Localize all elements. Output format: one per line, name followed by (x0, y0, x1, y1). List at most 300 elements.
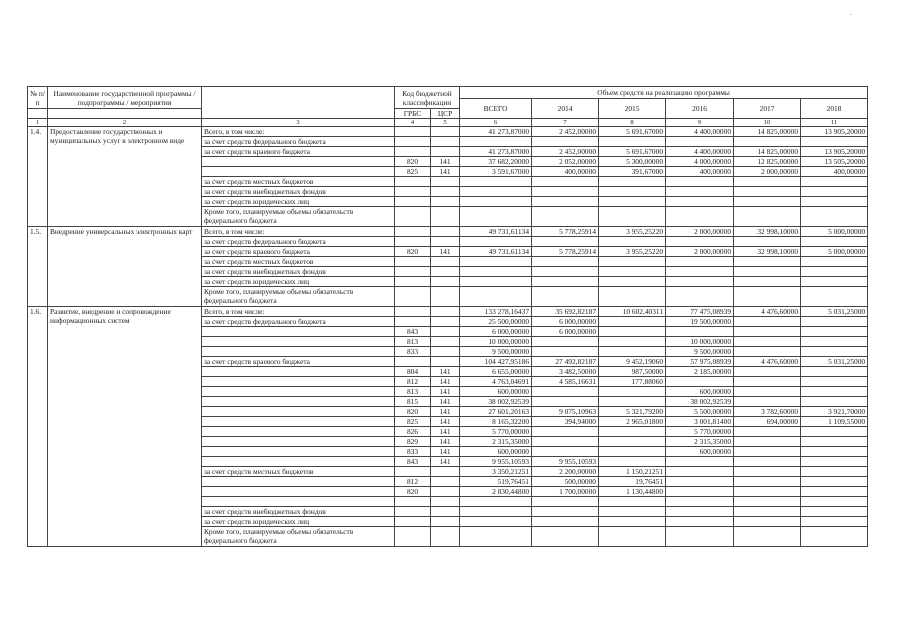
year-value: 5 000,00000 (801, 227, 868, 237)
funding-source-label (202, 157, 395, 167)
year-value: 32 998,10000 (734, 247, 801, 257)
year-value (734, 237, 801, 247)
column-index-cell: 4 (395, 119, 431, 127)
grbs-code (395, 527, 431, 547)
year-value: 10 000,00000 (666, 337, 734, 347)
csr-code: 141 (431, 157, 460, 167)
year-value (734, 377, 801, 387)
section-name: Развитие, внедрение и сопровождение информационных систем (48, 307, 202, 547)
year-value: 5 300,00000 (599, 157, 666, 167)
funding-source-label: Кроме того, планируемые объемы обязательств федерального бюджета (202, 527, 395, 547)
grbs-code (395, 177, 431, 187)
year-value: 13 505,20000 (801, 157, 868, 167)
funding-source-label: за счет средств юридических лиц (202, 197, 395, 207)
grbs-code: 843 (395, 457, 431, 467)
year-value (599, 347, 666, 357)
funding-source-label: за счет средств внебюджетных фондов (202, 507, 395, 517)
grbs-code (395, 507, 431, 517)
year-value: 3 921,70000 (801, 407, 868, 417)
year-value (734, 447, 801, 457)
total-value: 10 000,00000 (460, 337, 532, 347)
year-value (801, 487, 868, 497)
year-value: 38 002,92539 (666, 397, 734, 407)
total-value: 519,76451 (460, 477, 532, 487)
header-budget-code: Код бюджетной классификации (395, 87, 460, 109)
year-value: 4 585,16631 (532, 377, 599, 387)
year-value: 1 700,00000 (532, 487, 599, 497)
funding-source-label: за счет средств юридических лиц (202, 277, 395, 287)
funding-source-label (202, 377, 395, 387)
year-value (599, 187, 666, 197)
year-value (801, 527, 868, 547)
csr-code (431, 137, 460, 147)
year-value (599, 237, 666, 247)
csr-code: 141 (431, 427, 460, 437)
csr-code (431, 207, 460, 227)
total-value (460, 517, 532, 527)
year-value (532, 187, 599, 197)
year-value (666, 257, 734, 267)
year-value (801, 437, 868, 447)
csr-code: 141 (431, 457, 460, 467)
header-num: № п/п (28, 87, 48, 109)
grbs-code: 804 (395, 367, 431, 377)
year-value: 2 000,00000 (666, 247, 734, 257)
year-value (801, 337, 868, 347)
year-value (734, 137, 801, 147)
funding-source-label: за счет средств местных бюджетов (202, 177, 395, 187)
total-value (460, 527, 532, 547)
year-value (801, 237, 868, 247)
year-value: 1 150,21251 (599, 467, 666, 477)
grbs-code (395, 187, 431, 197)
csr-code (431, 187, 460, 197)
funding-source-label (202, 397, 395, 407)
total-value (460, 207, 532, 227)
column-index-cell: 6 (460, 119, 532, 127)
total-value: 8 165,32200 (460, 417, 532, 427)
year-value (532, 347, 599, 357)
year-value: 12 825,00000 (734, 157, 801, 167)
year-value: 4 400,00000 (666, 127, 734, 137)
year-value (801, 377, 868, 387)
column-index-cell: 9 (666, 119, 734, 127)
year-value (666, 477, 734, 487)
table-row (28, 227, 868, 237)
year-value: 19,76451 (599, 477, 666, 487)
grbs-code: 813 (395, 337, 431, 347)
year-value: 9 955,10593 (532, 457, 599, 467)
funding-source-label: Кроме того, планируемые объемы обязательств федерального бюджета (202, 287, 395, 307)
year-value: 13 905,20000 (801, 127, 868, 137)
year-value: 5 691,67000 (599, 127, 666, 137)
funding-source-label: Всего, в том числе: (202, 307, 395, 317)
year-value (599, 507, 666, 517)
year-value: 4 476,60000 (734, 307, 801, 317)
year-value: 400,00000 (801, 167, 868, 177)
year-value (666, 507, 734, 517)
csr-code (431, 127, 460, 137)
year-value (666, 277, 734, 287)
year-value: 2 452,00000 (532, 147, 599, 157)
csr-code: 141 (431, 247, 460, 257)
year-value (801, 137, 868, 147)
csr-code (431, 197, 460, 207)
table-body (28, 127, 868, 547)
year-value (801, 177, 868, 187)
funding-source-label (202, 427, 395, 437)
year-value (532, 517, 599, 527)
year-value (666, 497, 734, 507)
year-value (532, 527, 599, 547)
section-number: 1.4. (28, 127, 48, 227)
funding-source-label (202, 407, 395, 417)
grbs-code (395, 267, 431, 277)
total-value: 9 955,10593 (460, 457, 532, 467)
year-value (801, 497, 868, 507)
year-value: 5 031,25000 (801, 357, 868, 367)
header-year: 2015 (599, 99, 666, 119)
total-value: 600,00000 (460, 387, 532, 397)
funding-source-label (202, 387, 395, 397)
year-value (734, 267, 801, 277)
year-value (801, 287, 868, 307)
year-value (734, 207, 801, 227)
year-value (734, 487, 801, 497)
funding-source-label: за счет средств федерального бюджета (202, 237, 395, 247)
year-value: 14 825,00000 (734, 127, 801, 137)
year-value: 391,67000 (599, 167, 666, 177)
year-value (734, 477, 801, 487)
year-value: 5 778,25914 (532, 227, 599, 237)
total-value: 2 830,44800 (460, 487, 532, 497)
total-value: 2 315,35000 (460, 437, 532, 447)
year-value (801, 207, 868, 227)
year-value: 1 109,55000 (801, 417, 868, 427)
header-blank (202, 87, 395, 119)
year-value (532, 197, 599, 207)
year-value (801, 457, 868, 467)
grbs-code (395, 307, 431, 317)
grbs-code (395, 237, 431, 247)
year-value (599, 397, 666, 407)
year-value (734, 397, 801, 407)
year-value (532, 137, 599, 147)
year-value: 2 052,00000 (532, 157, 599, 167)
csr-code (431, 227, 460, 237)
grbs-code (395, 287, 431, 307)
csr-code (431, 487, 460, 497)
year-value: 19 500,00000 (666, 317, 734, 327)
total-value (460, 257, 532, 267)
year-value (599, 497, 666, 507)
year-value: 3 955,25220 (599, 227, 666, 237)
funding-source-label: за счет средств краевого бюджета (202, 147, 395, 157)
year-value: 4 476,60000 (734, 357, 801, 367)
grbs-code (395, 467, 431, 477)
csr-code: 141 (431, 387, 460, 397)
grbs-code (395, 147, 431, 157)
grbs-code (395, 127, 431, 137)
grbs-code (395, 227, 431, 237)
year-value (532, 337, 599, 347)
year-value (801, 277, 868, 287)
year-value (666, 267, 734, 277)
year-value (734, 177, 801, 187)
section-name: Внедрение универсальных электронных карт (48, 227, 202, 307)
year-value (734, 457, 801, 467)
year-value (666, 457, 734, 467)
grbs-code: 833 (395, 347, 431, 357)
csr-code (431, 357, 460, 367)
year-value (532, 447, 599, 457)
year-value (734, 337, 801, 347)
grbs-code: 820 (395, 247, 431, 257)
year-value (801, 397, 868, 407)
year-value: 35 692,82187 (532, 307, 599, 317)
csr-code (431, 257, 460, 267)
csr-code (431, 507, 460, 517)
year-value (666, 197, 734, 207)
year-value: 600,00000 (666, 447, 734, 457)
grbs-code: 826 (395, 427, 431, 437)
total-value: 41 273,87000 (460, 147, 532, 157)
year-value (666, 527, 734, 547)
total-value: 37 682,20000 (460, 157, 532, 167)
year-value (666, 467, 734, 477)
year-value: 5 321,79200 (599, 407, 666, 417)
csr-code (431, 477, 460, 487)
year-value: 2 315,35000 (666, 437, 734, 447)
grbs-code (395, 497, 431, 507)
grbs-code: 813 (395, 387, 431, 397)
funding-source-label: за счет средств внебюджетных фондов (202, 267, 395, 277)
grbs-code (395, 197, 431, 207)
year-value: 5 031,25000 (801, 307, 868, 317)
funding-source-label (202, 447, 395, 457)
grbs-code (395, 207, 431, 227)
year-value (734, 497, 801, 507)
year-value: 2 200,00000 (532, 467, 599, 477)
total-value: 9 500,00000 (460, 347, 532, 357)
year-value (666, 137, 734, 147)
total-value: 133 278,16437 (460, 307, 532, 317)
funding-source-label: за счет средств внебюджетных фондов (202, 187, 395, 197)
total-value: 600,00000 (460, 447, 532, 457)
year-value (532, 207, 599, 227)
csr-code: 141 (431, 167, 460, 177)
total-value: 104 427,95186 (460, 357, 532, 367)
column-index-cell: 11 (801, 119, 868, 127)
year-value (734, 507, 801, 517)
year-value: 57 975,08939 (666, 357, 734, 367)
year-value: 9 075,10963 (532, 407, 599, 417)
funding-source-label: за счет средств краевого бюджета (202, 247, 395, 257)
funding-source-label: Всего, в том числе: (202, 127, 395, 137)
grbs-code: 820 (395, 157, 431, 167)
year-value (599, 427, 666, 437)
year-value (532, 237, 599, 247)
csr-code (431, 147, 460, 157)
header-name-cont (48, 109, 202, 119)
year-value: 9 500,00000 (666, 347, 734, 357)
grbs-code: 829 (395, 437, 431, 447)
year-value: 2 000,00000 (666, 227, 734, 237)
grbs-code (395, 357, 431, 367)
year-value (734, 277, 801, 287)
year-value: 2 000,00000 (734, 167, 801, 177)
year-value (734, 527, 801, 547)
budget-table-sheet (27, 86, 867, 547)
csr-code (431, 267, 460, 277)
grbs-code: 812 (395, 477, 431, 487)
year-value: 5 500,00000 (666, 407, 734, 417)
year-value (532, 437, 599, 447)
year-value (734, 327, 801, 337)
year-value (801, 327, 868, 337)
table-header (28, 87, 868, 127)
year-value: 2 185,00000 (666, 367, 734, 377)
total-value (460, 277, 532, 287)
year-value: 177,88060 (599, 377, 666, 387)
year-value (599, 267, 666, 277)
year-value (532, 257, 599, 267)
funding-source-label (202, 437, 395, 447)
year-value (599, 437, 666, 447)
year-value: 5 000,00000 (801, 247, 868, 257)
year-value (801, 187, 868, 197)
csr-code (431, 307, 460, 317)
table-row (28, 127, 868, 137)
year-value: 694,00000 (734, 417, 801, 427)
funding-source-label (202, 167, 395, 177)
csr-code (431, 177, 460, 187)
year-value (532, 497, 599, 507)
year-value: 987,50000 (599, 367, 666, 377)
csr-code (431, 327, 460, 337)
year-value (532, 387, 599, 397)
grbs-code: 825 (395, 167, 431, 177)
grbs-code: 843 (395, 327, 431, 337)
csr-code (431, 277, 460, 287)
year-value (599, 457, 666, 467)
header-year: 2017 (734, 99, 801, 119)
year-value (734, 387, 801, 397)
year-value (599, 207, 666, 227)
grbs-code (395, 137, 431, 147)
year-value (666, 327, 734, 337)
year-value (666, 177, 734, 187)
year-value (599, 317, 666, 327)
year-value (532, 507, 599, 517)
csr-code (431, 517, 460, 527)
csr-code (431, 347, 460, 357)
header-num-cont (28, 109, 48, 119)
total-value: 38 002,92539 (460, 397, 532, 407)
funding-source-label (202, 337, 395, 347)
header-year: 2014 (532, 99, 599, 119)
column-index-cell: 3 (202, 119, 395, 127)
year-value: 400,00000 (666, 167, 734, 177)
year-value: 13 905,20000 (801, 147, 868, 157)
year-value (599, 177, 666, 187)
funding-source-label: за счет средств местных бюджетов (202, 257, 395, 267)
csr-code (431, 317, 460, 327)
total-value (460, 497, 532, 507)
year-value: 5 778,25914 (532, 247, 599, 257)
year-value (801, 447, 868, 457)
year-value: 2 965,01800 (599, 417, 666, 427)
total-value: 41 273,87000 (460, 127, 532, 137)
year-value (801, 367, 868, 377)
csr-code (431, 497, 460, 507)
section-name: Предоставление государственных и муниципальных услуг в электронном виде (48, 127, 202, 227)
csr-code (431, 337, 460, 347)
year-value (599, 337, 666, 347)
total-value: 6 000,00000 (460, 327, 532, 337)
total-value: 3 591,67000 (460, 167, 532, 177)
year-value: 77 475,08939 (666, 307, 734, 317)
funding-source-label: Всего, в том числе: (202, 227, 395, 237)
year-value (801, 197, 868, 207)
total-value (460, 187, 532, 197)
funding-source-label (202, 457, 395, 467)
grbs-code: 820 (395, 487, 431, 497)
grbs-code (395, 257, 431, 267)
csr-code (431, 287, 460, 307)
year-value (734, 367, 801, 377)
header-csr: ЦСР (431, 109, 460, 119)
total-value (460, 267, 532, 277)
funding-source-label: за счет средств федерального бюджета (202, 137, 395, 147)
funding-source-label: за счет средств местных бюджетов (202, 467, 395, 477)
year-value (532, 397, 599, 407)
budget-table (27, 86, 868, 547)
year-value: 4 400,00000 (666, 147, 734, 157)
year-value: 9 452,19060 (599, 357, 666, 367)
year-value (801, 467, 868, 477)
year-value (801, 517, 868, 527)
year-value: 5 691,67000 (599, 147, 666, 157)
total-value: 49 731,61134 (460, 227, 532, 237)
grbs-code: 815 (395, 397, 431, 407)
year-value: 2 452,00000 (532, 127, 599, 137)
funding-source-label: Кроме того, планируемые объемы обязательств федерального бюджета (202, 207, 395, 227)
funding-source-label (202, 367, 395, 377)
year-value: 3 001,81400 (666, 417, 734, 427)
funding-source-label (202, 347, 395, 357)
year-value (666, 517, 734, 527)
year-value (734, 317, 801, 327)
year-value: 32 998,10000 (734, 227, 801, 237)
year-value (801, 477, 868, 487)
total-value: 27 601,20163 (460, 407, 532, 417)
header-name: Наименование государственной программы / подпрограммы / мероприятия (48, 87, 202, 109)
year-value (801, 387, 868, 397)
csr-code (431, 237, 460, 247)
total-value: 49 731,61134 (460, 247, 532, 257)
year-value (734, 257, 801, 267)
header-year: 2018 (801, 99, 868, 119)
year-value (734, 287, 801, 307)
year-value: 400,00000 (532, 167, 599, 177)
csr-code: 141 (431, 437, 460, 447)
year-value: 3 955,25220 (599, 247, 666, 257)
year-value: 6 000,00000 (532, 327, 599, 337)
year-value (532, 277, 599, 287)
csr-code: 141 (431, 407, 460, 417)
csr-code: 141 (431, 417, 460, 427)
